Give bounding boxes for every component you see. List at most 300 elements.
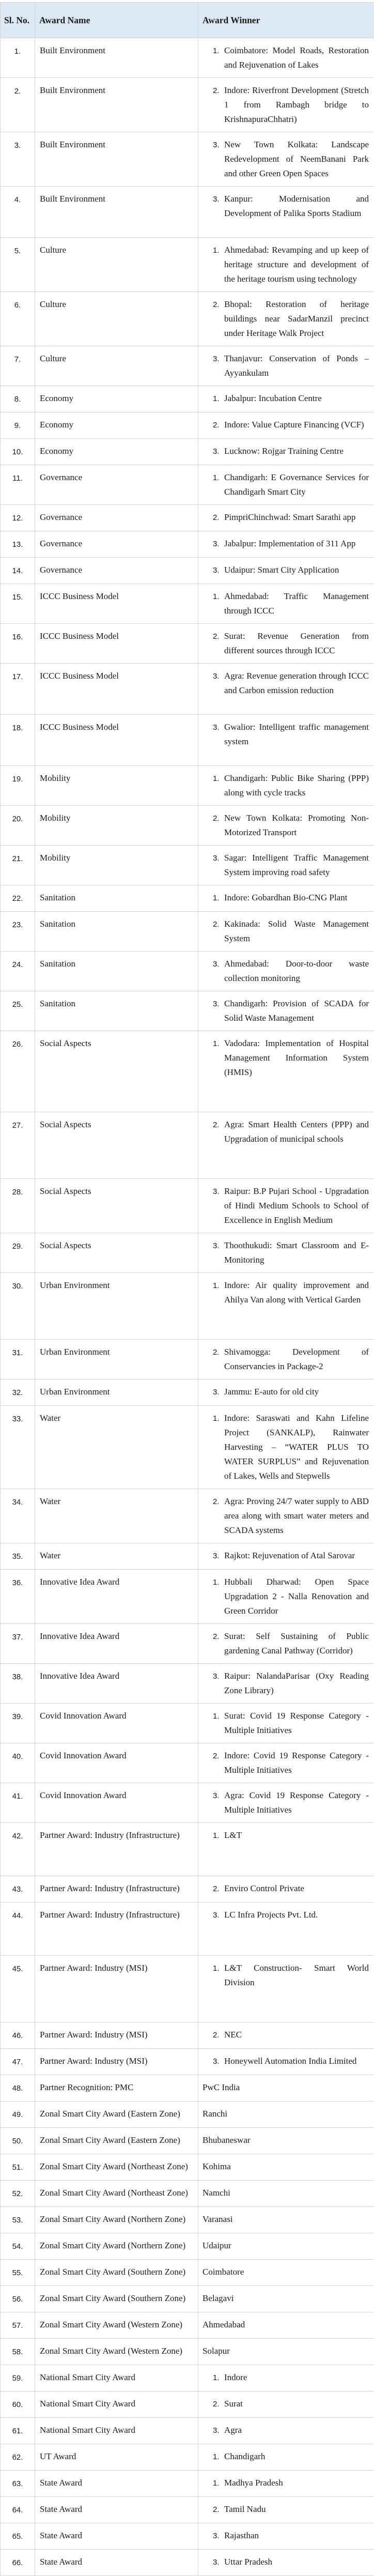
table-row <box>1 1233 374 1273</box>
sl-no-cell <box>1 2497 35 2523</box>
award-winner-item <box>202 418 369 433</box>
winner-number: 3. <box>213 351 224 366</box>
sl-no-value: 19. <box>12 775 23 784</box>
winner-text: Udaipur: Smart City Application <box>224 563 369 577</box>
sl-no-value: 48. <box>12 2084 23 2093</box>
award-winner-item <box>202 1548 369 1563</box>
award-name-cell <box>35 1664 198 1704</box>
winner-text: Agra: Proving 24/7 water supply to ABD area along with smart water meters and SCADA systems <box>224 1494 369 1538</box>
award-winner-cell <box>198 2128 374 2154</box>
award-name-value: Partner Recognition: PMC <box>40 2082 133 2092</box>
sl-no-value: 45. <box>12 1965 23 1973</box>
sl-no-cell <box>1 132 35 187</box>
winner-text: Madhya Pradesh <box>224 2476 369 2490</box>
table-row <box>1 912 374 952</box>
sl-no-cell <box>1 664 35 715</box>
award-winner-item <box>202 563 369 578</box>
table-row <box>1 1273 374 1340</box>
award-name-value: Partner Award: Industry (Infrastructure) <box>40 1883 180 1893</box>
sl-no-cell <box>1 1704 35 1743</box>
sl-no-value: 65. <box>12 2532 23 2541</box>
award-name-cell <box>35 1273 198 1340</box>
award-winner-cell <box>198 715 374 766</box>
award-winner-cell <box>198 465 374 505</box>
award-name-cell <box>35 2260 198 2286</box>
winner-number: 3. <box>213 720 224 735</box>
sl-no-cell <box>1 2260 35 2286</box>
award-name-cell <box>35 2286 198 2312</box>
award-winner-item <box>202 243 369 286</box>
award-winner-cell <box>198 1031 374 1112</box>
table-row <box>1 846 374 885</box>
award-winner-item <box>202 1184 369 1228</box>
winner-text: Chandigarh: Provision of SCADA for Solid Waste Management <box>224 996 369 1025</box>
award-name-cell <box>35 2049 198 2075</box>
winner-number: 1. <box>213 1278 224 1293</box>
winner-text: Agra <box>224 2423 369 2437</box>
table-row <box>1 292 374 346</box>
table-row <box>1 412 374 439</box>
award-winner-cell <box>198 439 374 465</box>
award-name-cell <box>35 1876 198 1903</box>
award-name-cell <box>35 2128 198 2154</box>
award-winner-cell <box>198 1406 374 1489</box>
sl-no-value: 58. <box>12 2348 23 2356</box>
winner-text: PwC India <box>202 2080 369 2095</box>
award-winner-cell <box>198 2418 374 2444</box>
award-name-cell <box>35 2497 198 2523</box>
award-winner-cell <box>198 766 374 806</box>
sl-no-value: 25. <box>12 1000 23 1009</box>
sl-no-value: 31. <box>12 1348 23 1357</box>
sl-no-value: 11. <box>12 474 23 483</box>
sl-no-cell <box>1 1783 35 1823</box>
award-name-value: Zonal Smart City Award (Southern Zone) <box>40 2293 185 2303</box>
award-winner-cell <box>198 2339 374 2365</box>
sl-no-cell <box>1 2049 35 2075</box>
table-row <box>1 2233 374 2260</box>
winner-number: 1. <box>213 1709 224 1724</box>
table-row <box>1 2286 374 2312</box>
sl-no-cell <box>1 766 35 806</box>
award-name-cell <box>35 715 198 766</box>
sl-no-cell <box>1 2102 35 2128</box>
sl-no-cell <box>1 2128 35 2154</box>
award-winner-item <box>202 470 369 499</box>
award-name-value: Zonal Smart City Award (Eastern Zone) <box>40 2135 180 2145</box>
sl-no-value: 37. <box>12 1633 23 1642</box>
sl-no-value: 52. <box>12 2189 23 2198</box>
award-name-value: Built Environment <box>40 140 105 149</box>
winner-text: Raipur: B.P Pujari School - Upgradation of Hindi Medium Schools to School of Excellence in English Medium <box>224 1184 369 1228</box>
winner-text: Rajasthan <box>224 2528 369 2543</box>
award-winner-item <box>202 1788 369 1817</box>
sl-no-value: 4. <box>14 195 21 204</box>
award-name-cell <box>35 2523 198 2550</box>
award-winner-cell <box>198 2260 374 2286</box>
table-row <box>1 1340 374 1379</box>
award-name-value: Zonal Smart City Award (Northern Zone) <box>40 2214 185 2224</box>
sl-no-cell <box>1 885 35 912</box>
table-row <box>1 715 374 766</box>
sl-no-cell <box>1 1876 35 1903</box>
sl-no-cell <box>1 238 35 292</box>
sl-no-cell <box>1 2550 35 2576</box>
award-winner-item <box>202 351 369 380</box>
sl-no-cell <box>1 2233 35 2260</box>
winner-text: Udaipur <box>202 2238 369 2253</box>
sl-no-cell <box>1 846 35 885</box>
winner-text: Jabalpur: Implementation of 311 App <box>224 536 369 551</box>
award-name-cell <box>35 1570 198 1624</box>
award-name-cell <box>35 1704 198 1743</box>
award-winner-cell <box>198 1704 374 1743</box>
table-row <box>1 2312 374 2339</box>
award-winner-cell <box>198 132 374 187</box>
table-row <box>1 531 374 558</box>
winner-text: Kakinada: Solid Waste Management System <box>224 917 369 946</box>
award-name-value: ICCC Business Model <box>40 631 119 641</box>
table-row <box>1 584 374 624</box>
award-name-cell <box>35 531 198 558</box>
award-name-cell <box>35 465 198 505</box>
award-winner-item <box>202 589 369 618</box>
sl-no-cell <box>1 2523 35 2550</box>
sl-no-cell <box>1 912 35 952</box>
award-winner-item <box>202 1961 369 1990</box>
award-winner-cell <box>198 1664 374 1704</box>
winner-number: 3. <box>213 536 224 551</box>
sl-no-value: 42. <box>12 1832 23 1841</box>
table-row <box>1 2365 374 2391</box>
award-winner-cell <box>198 386 374 412</box>
winner-text: Kanpur: Modernisation and Development of Palika Sports Stadium <box>224 192 369 221</box>
award-winner-cell <box>198 505 374 531</box>
winner-text: Indore: Air quality improvement and Ahilya Van along with Vertical Garden <box>224 1278 369 1307</box>
award-winner-item <box>202 2528 369 2543</box>
award-name-value: Economy <box>40 446 73 456</box>
award-winner-cell <box>198 1340 374 1379</box>
winner-number: 3. <box>213 1385 224 1400</box>
award-name-cell <box>35 1903 198 1956</box>
award-name-cell <box>35 991 198 1031</box>
winner-text: Uttar Pradesh <box>224 2555 369 2569</box>
table-row <box>1 1876 374 1903</box>
award-winner-cell <box>198 1903 374 1956</box>
sl-no-value: 14. <box>12 566 23 575</box>
award-winner-cell <box>198 412 374 439</box>
winner-number: 3. <box>213 2423 224 2438</box>
sl-no-value: 53. <box>12 2216 23 2225</box>
winner-number: 3. <box>213 1184 224 1199</box>
award-name-cell <box>35 1956 198 2022</box>
table-row <box>1 505 374 531</box>
sl-no-cell <box>1 505 35 531</box>
sl-no-cell <box>1 78 35 132</box>
award-winner-item <box>202 891 369 906</box>
award-winner-cell <box>198 885 374 912</box>
sl-no-value: 64. <box>12 2506 23 2514</box>
sl-no-value: 46. <box>12 2031 23 2040</box>
header-sl-no: Sl. No. <box>1 3 35 38</box>
award-winner-item <box>202 2370 369 2385</box>
winner-number: 2. <box>213 1345 224 1360</box>
award-name-cell <box>35 1743 198 1783</box>
award-name-value: Culture <box>40 245 66 255</box>
table-row <box>1 1743 374 1783</box>
award-name-value: Social Aspects <box>40 1120 91 1129</box>
winner-text: Coimbatore: Model Roads, Restoration and Rejuvenation of Lakes <box>224 43 369 72</box>
winner-number: 2. <box>213 418 224 433</box>
award-name-cell <box>35 1624 198 1664</box>
award-winner-item <box>202 1749 369 1777</box>
winner-text: Hubbali Dharwad: Open Space Upgradation 2 - Nalla Renovation and Green Corridor <box>224 1575 369 1618</box>
winner-number: 2. <box>213 1117 224 1132</box>
award-name-value: Social Aspects <box>40 1240 91 1250</box>
winner-number: 3. <box>213 137 224 152</box>
award-winner-item <box>202 1385 369 1400</box>
winner-number: 1. <box>213 43 224 58</box>
award-winner-item <box>202 2291 369 2306</box>
sl-no-value: 1. <box>14 47 21 56</box>
sl-no-cell <box>1 1340 35 1379</box>
award-name-value: Sanitation <box>40 919 75 929</box>
winner-text: Indore: Value Capture Financing (VCF) <box>224 418 369 432</box>
award-name-value: Governance <box>40 512 82 522</box>
sl-no-value: 7. <box>14 355 21 364</box>
award-name-value: National Smart City Award <box>40 2372 135 2382</box>
award-winner-cell <box>198 2207 374 2233</box>
winner-number: 2. <box>213 2028 224 2043</box>
awards-table <box>0 2 374 2576</box>
sl-no-cell <box>1 1956 35 2022</box>
table-row <box>1 1704 374 1743</box>
winner-number: 2. <box>213 510 224 525</box>
winner-text: Agra: Covid 19 Response Category - Multiple Initiatives <box>224 1788 369 1817</box>
award-name-cell <box>35 78 198 132</box>
award-name-value: Water <box>40 1413 60 1423</box>
award-winner-item <box>202 1411 369 1483</box>
award-winner-item <box>202 43 369 72</box>
award-winner-item <box>202 1036 369 1080</box>
winner-text: Surat: Revenue Generation from different sources through ICCC <box>224 629 369 658</box>
award-name-value: Sanitation <box>40 999 75 1008</box>
award-name-cell <box>35 2444 198 2471</box>
award-name-value: Zonal Smart City Award (Southern Zone) <box>40 2267 185 2277</box>
award-winner-cell <box>198 346 374 386</box>
winner-text: NEC <box>224 2028 369 2042</box>
award-name-cell <box>35 292 198 346</box>
winner-number: 1. <box>213 589 224 604</box>
award-name-cell <box>35 2233 198 2260</box>
award-winner-cell <box>198 1624 374 1664</box>
sl-no-cell <box>1 38 35 78</box>
winner-text: Surat: Self Sustaining of Public gardening Canal Pathway (Corridor) <box>224 1629 369 1658</box>
award-winner-cell <box>198 38 374 78</box>
sl-no-cell <box>1 2286 35 2312</box>
sl-no-cell <box>1 531 35 558</box>
award-name-cell <box>35 346 198 386</box>
table-row <box>1 2075 374 2102</box>
award-winner-cell <box>198 1233 374 1273</box>
award-name-cell <box>35 2154 198 2181</box>
winner-number: 1. <box>213 2476 224 2491</box>
award-name-value: Urban Environment <box>40 1347 110 1357</box>
sl-no-cell <box>1 1112 35 1179</box>
award-name-value: Partner Award: Industry (MSI) <box>40 2030 148 2040</box>
award-name-value: State Award <box>40 2504 82 2514</box>
award-winner-item <box>202 2318 369 2332</box>
sl-no-cell <box>1 2181 35 2207</box>
sl-no-cell <box>1 346 35 386</box>
table-row <box>1 38 374 78</box>
award-winner-cell <box>198 1823 374 1876</box>
sl-no-value: 27. <box>12 1121 23 1130</box>
sl-no-value: 51. <box>12 2163 23 2172</box>
sl-no-value: 6. <box>14 301 21 310</box>
winner-text: Shivamogga: Development of Conservancies in Package-2 <box>224 1345 369 1374</box>
winner-number: 3. <box>213 2054 224 2069</box>
award-name-cell <box>35 1233 198 1273</box>
award-winner-item <box>202 1709 369 1738</box>
award-name-value: Social Aspects <box>40 1186 91 1196</box>
award-winner-item <box>202 510 369 525</box>
award-name-value: Governance <box>40 565 82 575</box>
award-winner-item <box>202 2159 369 2174</box>
award-name-cell <box>35 664 198 715</box>
winner-number: 1. <box>213 1828 224 1843</box>
award-winner-item <box>202 1238 369 1267</box>
award-winner-item <box>202 2054 369 2069</box>
winner-text: Thoothukudi: Smart Classroom and E-Monitoring <box>224 1238 369 1267</box>
sl-no-value: 22. <box>12 894 23 903</box>
winner-text: Sagar: Intelligent Traffic Management System improving road safety <box>224 851 369 880</box>
sl-no-cell <box>1 624 35 664</box>
award-name-cell <box>35 2075 198 2102</box>
winner-text: PimpriChinchwad: Smart Sarathi app <box>224 510 369 525</box>
award-winner-cell <box>198 558 374 584</box>
sl-no-value: 10. <box>12 448 23 456</box>
award-winner-cell <box>198 2391 374 2418</box>
award-name-cell <box>35 1823 198 1876</box>
winner-text: Kohima <box>202 2159 369 2174</box>
winner-text: Honeywell Automation India Limited <box>224 2054 369 2068</box>
sl-no-cell <box>1 1903 35 1956</box>
table-row <box>1 2550 374 2576</box>
winner-text: New Town Kolkata: Promoting Non-Motorized Transport <box>224 811 369 840</box>
winner-text: Jammu: E-auto for old city <box>224 1385 369 1399</box>
award-winner-cell <box>198 78 374 132</box>
award-name-cell <box>35 2391 198 2418</box>
award-name-value: Mobility <box>40 813 71 823</box>
award-winner-item <box>202 1117 369 1146</box>
sl-no-value: 8. <box>14 395 21 404</box>
award-winner-item <box>202 1828 369 1843</box>
award-winner-item <box>202 192 369 221</box>
sl-no-cell <box>1 1031 35 1112</box>
winner-text: Ahmedabad <box>202 2318 369 2332</box>
award-winner-item <box>202 1494 369 1538</box>
winner-text: Bhubaneswar <box>202 2133 369 2148</box>
winner-text: New Town Kolkata: Landscape Redevelopment of NeemBanani Park and other Green Open Spaces <box>224 137 369 181</box>
award-name-cell <box>35 412 198 439</box>
winner-number: 2. <box>213 83 224 98</box>
winner-text: Ahmedabad: Door-to-door waste collection monitoring <box>224 957 369 986</box>
award-winner-item <box>202 2186 369 2200</box>
sl-no-cell <box>1 2154 35 2181</box>
winner-text: Surat <box>224 2397 369 2411</box>
award-winner-cell <box>198 991 374 1031</box>
award-name-cell <box>35 1489 198 1543</box>
award-name-cell <box>35 505 198 531</box>
award-name-cell <box>35 2102 198 2128</box>
sl-no-cell <box>1 2444 35 2471</box>
award-winner-cell <box>198 1956 374 2022</box>
sl-no-value: 36. <box>12 1578 23 1587</box>
award-name-value: Zonal Smart City Award (Eastern Zone) <box>40 2109 180 2119</box>
award-winner-cell <box>198 1273 374 1340</box>
winner-text: Namchi <box>202 2186 369 2200</box>
award-winner-cell <box>198 2523 374 2550</box>
sl-no-value: 32. <box>12 1388 23 1397</box>
award-name-value: Partner Award: Industry (Infrastructure) <box>40 1910 180 1920</box>
winner-text: Agra: Revenue generation through ICCC and Carbon emission reduction <box>224 669 369 698</box>
sl-no-cell <box>1 1664 35 1704</box>
award-name-value: State Award <box>40 2531 82 2540</box>
sl-no-value: 5. <box>14 247 21 255</box>
award-winner-item <box>202 957 369 986</box>
award-name-value: Zonal Smart City Award (Northeast Zone) <box>40 2161 188 2171</box>
winner-number: 1. <box>213 1575 224 1590</box>
winner-number: 2. <box>213 811 224 826</box>
award-name-cell <box>35 1379 198 1406</box>
award-winner-item <box>202 2397 369 2412</box>
award-winner-item <box>202 2238 369 2253</box>
table-row <box>1 2102 374 2128</box>
award-name-cell <box>35 558 198 584</box>
winner-text: Bhopal: Restoration of heritage buildings near SadarManzil precinct under Heritage Walk Project <box>224 297 369 341</box>
award-name-cell <box>35 38 198 78</box>
award-name-cell <box>35 187 198 238</box>
award-winner-cell <box>198 2049 374 2075</box>
winner-number: 3. <box>213 563 224 578</box>
table-row <box>1 132 374 187</box>
header-award-winner: Award Winner <box>198 3 374 38</box>
sl-no-value: 49. <box>12 2110 23 2119</box>
winner-text: Gwalior: Intelligent traffic management system <box>224 720 369 749</box>
award-name-value: ICCC Business Model <box>40 671 119 681</box>
award-name-value: Economy <box>40 420 73 430</box>
sl-no-value: 13. <box>12 540 23 549</box>
award-winner-cell <box>198 1570 374 1624</box>
sl-no-cell <box>1 187 35 238</box>
sl-no-value: 17. <box>12 672 23 681</box>
sl-no-value: 61. <box>12 2427 23 2435</box>
sl-no-value: 30. <box>12 1282 23 1291</box>
award-name-value: State Award <box>40 2557 82 2567</box>
sl-no-value: 9. <box>14 421 21 430</box>
award-winner-item <box>202 720 369 749</box>
sl-no-value: 47. <box>12 2058 23 2066</box>
sl-no-value: 38. <box>12 1673 23 1681</box>
award-name-cell <box>35 2365 198 2391</box>
winner-number: 3. <box>213 1548 224 1563</box>
award-winner-item <box>202 669 369 698</box>
sl-no-value: 21. <box>12 854 23 863</box>
table-row <box>1 439 374 465</box>
sl-no-value: 59. <box>12 2374 23 2383</box>
award-name-cell <box>35 238 198 292</box>
